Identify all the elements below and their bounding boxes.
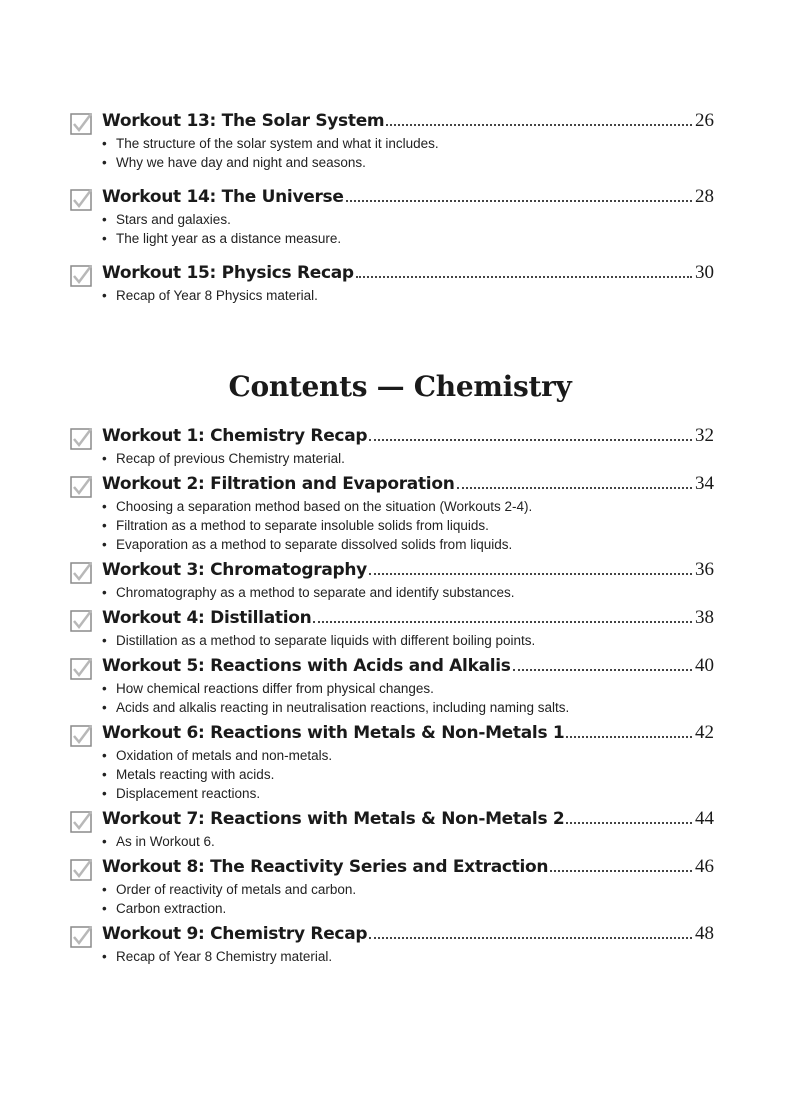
bullet-item: • Displacement reactions. xyxy=(102,786,261,801)
entry-title[interactable]: Workout 4: Distillation xyxy=(102,608,312,628)
bullet-item: • Stars and galaxies. xyxy=(102,212,231,227)
contents-entry xyxy=(70,425,714,468)
entry-title[interactable]: Workout 2: Filtration and Evaporation xyxy=(102,474,455,494)
contents-entry xyxy=(70,110,714,172)
checkbox-icon[interactable] xyxy=(70,811,92,833)
bullet-item: • Filtration as a method to separate insoluble solids from liquids. xyxy=(102,518,489,533)
entry-page-number: 34 xyxy=(695,473,714,494)
dot-leader xyxy=(566,821,692,824)
entry-page-number: 40 xyxy=(695,655,714,676)
entry-page-number: 42 xyxy=(695,722,714,743)
contents-entry xyxy=(70,607,714,650)
contents-entry xyxy=(70,473,714,554)
entry-row[interactable] xyxy=(102,856,714,880)
dot-leader xyxy=(513,668,692,671)
entry-row[interactable] xyxy=(102,186,714,210)
bullet-item: • Recap of Year 8 Physics material. xyxy=(102,288,318,303)
entry-page-number: 26 xyxy=(695,110,714,131)
checkbox-icon[interactable] xyxy=(70,476,92,498)
entry-bullets xyxy=(102,583,714,602)
dot-leader xyxy=(346,199,692,202)
entry-row[interactable] xyxy=(102,722,714,746)
entry-title[interactable]: Workout 14: The Universe xyxy=(102,187,344,207)
entry-row[interactable] xyxy=(102,923,714,947)
bullet-item: • Recap of Year 8 Chemistry material. xyxy=(102,949,333,964)
entry-row[interactable] xyxy=(102,110,714,134)
entry-bullets xyxy=(102,947,714,966)
entry-row[interactable] xyxy=(102,262,714,286)
entry-bullets xyxy=(102,679,714,717)
entry-title[interactable]: Workout 1: Chemistry Recap xyxy=(102,426,368,446)
checkbox-icon[interactable] xyxy=(70,610,92,632)
bullet-item: • As in Workout 6. xyxy=(102,834,215,849)
entry-row[interactable] xyxy=(102,559,714,583)
contents-entry xyxy=(70,262,714,305)
contents-entry xyxy=(70,856,714,918)
entry-bullets xyxy=(102,746,714,803)
dot-leader xyxy=(369,572,692,575)
contents-entry xyxy=(70,808,714,851)
entry-page-number: 48 xyxy=(695,923,714,944)
contents-entry xyxy=(70,186,714,248)
dot-leader xyxy=(369,936,692,939)
dot-leader xyxy=(356,275,692,278)
page-title: Contents — Chemistry xyxy=(228,370,572,403)
bullet-item: • Chromatography as a method to separate and identify substances. xyxy=(102,585,515,600)
checkbox-icon[interactable] xyxy=(70,658,92,680)
entry-title[interactable]: Workout 7: Reactions with Metals & Non-Metals 2 xyxy=(102,809,565,829)
entry-page-number: 28 xyxy=(695,186,714,207)
entry-row[interactable] xyxy=(102,473,714,497)
checkbox-icon[interactable] xyxy=(70,428,92,450)
entry-title[interactable]: Workout 6: Reactions with Metals & Non-Metals 1 xyxy=(102,723,565,743)
contents-entry xyxy=(70,559,714,602)
bullet-item: • The light year as a distance measure. xyxy=(102,231,342,246)
dot-leader xyxy=(566,735,692,738)
checkbox-icon[interactable] xyxy=(70,113,92,135)
bullet-item: • Recap of previous Chemistry material. xyxy=(102,451,345,466)
entry-row[interactable] xyxy=(102,808,714,832)
bullet-item: • The structure of the solar system and what it includes. xyxy=(102,136,439,151)
contents-entry xyxy=(70,655,714,717)
checkbox-icon[interactable] xyxy=(70,725,92,747)
entry-title[interactable]: Workout 9: Chemistry Recap xyxy=(102,924,368,944)
dot-leader xyxy=(369,438,692,441)
entry-page-number: 36 xyxy=(695,559,714,580)
entry-bullets xyxy=(102,134,714,172)
entry-page-number: 30 xyxy=(695,262,714,283)
entry-page-number: 32 xyxy=(695,425,714,446)
bullet-item: • Evaporation as a method to separate dissolved solids from liquids. xyxy=(102,537,513,552)
bullet-item: • Metals reacting with acids. xyxy=(102,767,275,782)
dot-leader xyxy=(313,620,692,623)
bullet-item: • Carbon extraction. xyxy=(102,901,227,916)
checkbox-icon[interactable] xyxy=(70,562,92,584)
bullet-item: • Distillation as a method to separate liquids with different boiling points. xyxy=(102,633,536,648)
checkbox-icon[interactable] xyxy=(70,265,92,287)
bullet-item: • Choosing a separation method based on the situation (Workouts 2-4). xyxy=(102,499,533,514)
entry-title[interactable]: Workout 5: Reactions with Acids and Alkalis xyxy=(102,656,511,676)
entry-title[interactable]: Workout 8: The Reactivity Series and Extraction xyxy=(102,857,549,877)
bullet-item: • Acids and alkalis reacting in neutralisation reactions, including naming salts. xyxy=(102,700,570,715)
entry-title[interactable]: Workout 3: Chromatography xyxy=(102,560,367,580)
dot-leader xyxy=(550,869,692,872)
contents-entry xyxy=(70,722,714,803)
entry-page-number: 38 xyxy=(695,607,714,628)
entry-bullets xyxy=(102,449,714,468)
bullet-item: • How chemical reactions differ from physical changes. xyxy=(102,681,434,696)
entry-row[interactable] xyxy=(102,425,714,449)
checkbox-icon[interactable] xyxy=(70,859,92,881)
entry-row[interactable] xyxy=(102,607,714,631)
entry-page-number: 46 xyxy=(695,856,714,877)
entry-bullets xyxy=(102,880,714,918)
contents-entry xyxy=(70,923,714,966)
entry-bullets xyxy=(102,210,714,248)
entry-row[interactable] xyxy=(102,655,714,679)
dot-leader xyxy=(457,486,693,489)
bullet-item: • Order of reactivity of metals and carbon. xyxy=(102,882,357,897)
entry-title[interactable]: Workout 13: The Solar System xyxy=(102,111,385,131)
dot-leader xyxy=(386,123,692,126)
chemistry-contents xyxy=(70,425,714,966)
entry-bullets xyxy=(102,832,714,851)
bullet-item: • Why we have day and night and seasons. xyxy=(102,155,366,170)
checkbox-icon[interactable] xyxy=(70,189,92,211)
entry-bullets xyxy=(102,631,714,650)
physics-contents xyxy=(70,110,714,305)
entry-page-number: 44 xyxy=(695,808,714,829)
entry-title[interactable]: Workout 15: Physics Recap xyxy=(102,263,354,283)
entry-bullets xyxy=(102,286,714,305)
checkbox-icon[interactable] xyxy=(70,926,92,948)
bullet-item: • Oxidation of metals and non-metals. xyxy=(102,748,333,763)
entry-bullets xyxy=(102,497,714,554)
